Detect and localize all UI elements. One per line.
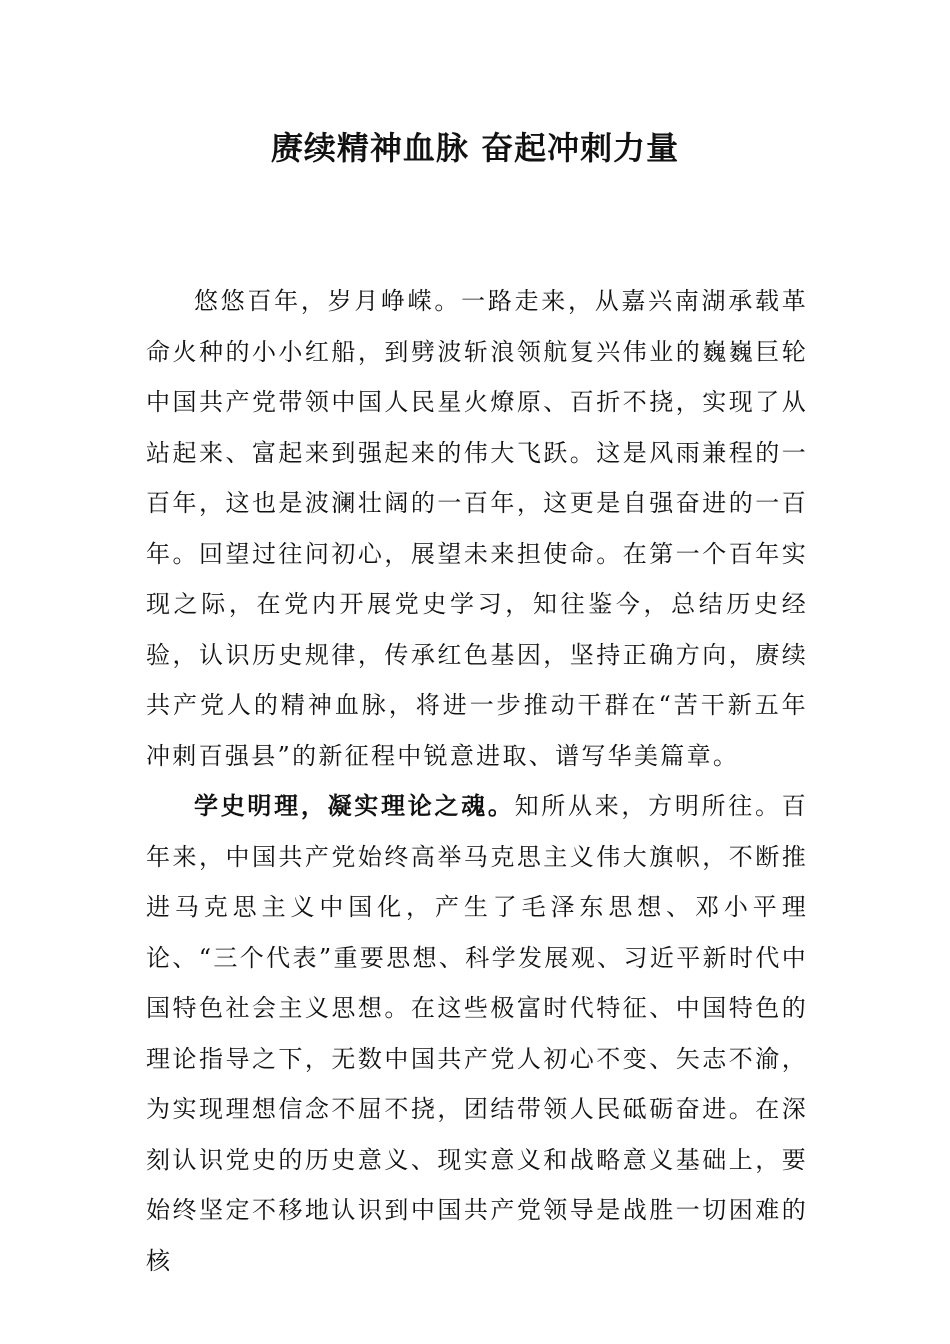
paragraph-2-lead: 学史明理，凝实理论之魂。 bbox=[194, 791, 515, 820]
paragraph-1-text: 悠悠百年，岁月峥嵘。一路走来，从嘉兴南湖承载革命火种的小小红船，到劈波斩浪领航复兴伟业的巍巍巨轮中国共产党带领中国人民星火燎原、百折不挠，实现了从站起来、富起来到强起来的伟大飞跃。这是风雨兼程的一百年，这也是波澜壮阔的一百年，这更是自强奋进的一百年。回望过往问初心，展望未来担使命。在第一个百年实现之际，在党内开展党史学习，知往鉴今，总结历史经验，认识历史规律，传承红色基因，坚持正确方向，赓续共产党人的精神血脉，将进一步推动干群在“苦干新五年 冲刺百强县”的新征程中锐意进取、谱写华美篇章。 bbox=[146, 287, 808, 770]
document-body bbox=[146, 276, 808, 1286]
paragraph-2-text: 知所从来，方明所往。百年来，中国共产党始终高举马克思主义伟大旗帜，不断推进马克思主义中国化，产生了毛泽东思想、邓小平理论、“三个代表”重要思想、科学发展观、习近平新时代中国特色社会主义思想。在这些极富时代特征、中国特色的理论指导之下，无数中国共产党人初心不变、矢志不渝，为实现理想信念不屈不挠，团结带领人民砥砺奋进。在深刻认识党史的历史意义、现实意义和战略意义基础上，要始终坚定不移地认识到中国共产党领导是战胜一切困难的核 bbox=[146, 792, 808, 1275]
document-title: 赓续精神血脉 奋起冲刺力量 bbox=[270, 129, 680, 167]
paragraph-2 bbox=[146, 781, 808, 1286]
paragraph-1 bbox=[146, 276, 808, 781]
